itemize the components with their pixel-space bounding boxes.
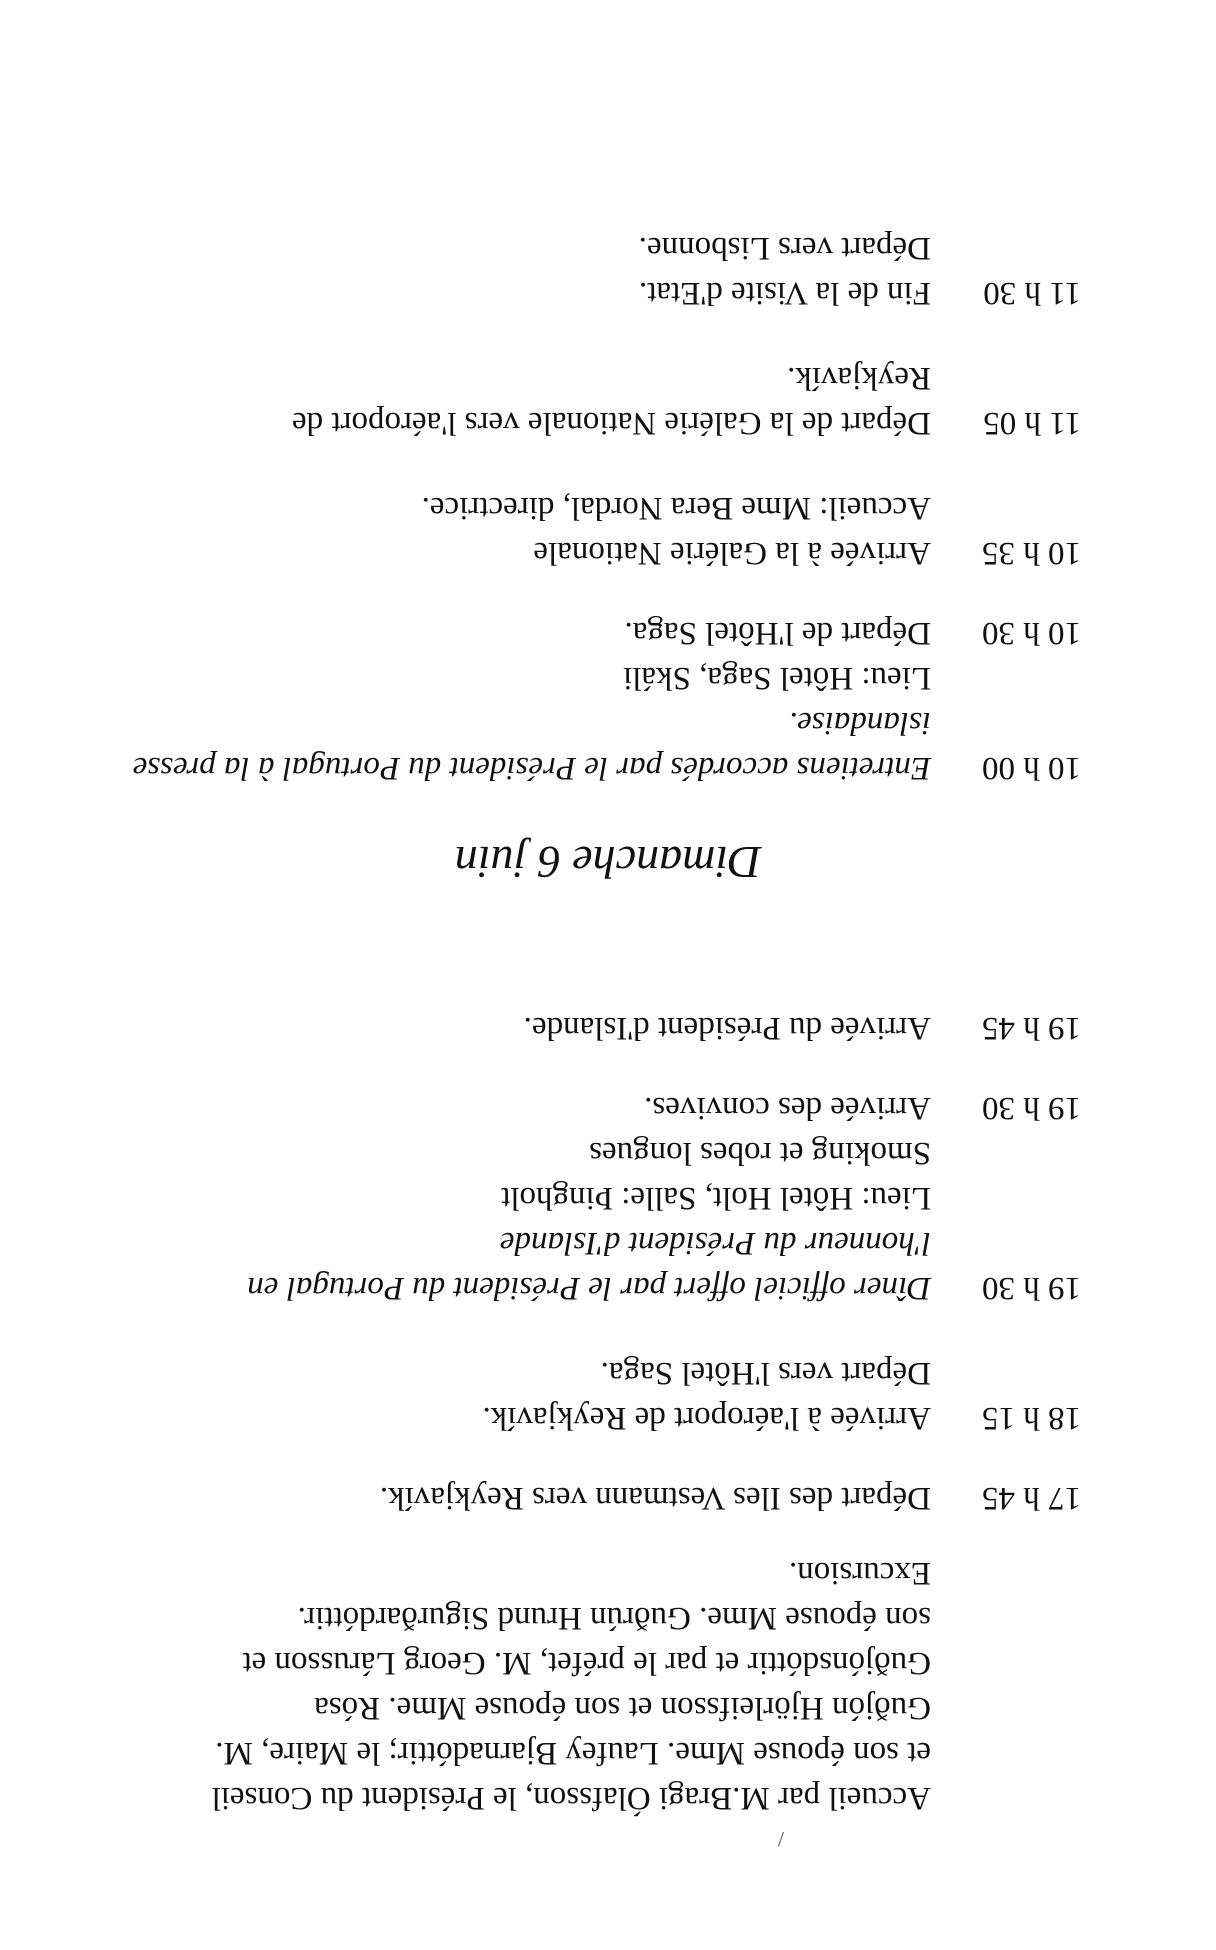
text-line: Guðjónsdóttir et par le préfet, M. Georg Lárusson et [242, 1645, 931, 1681]
entry-body [81, 225, 931, 315]
entry-time: 19 h 45 [982, 1010, 1081, 1046]
text-line: Fin de la Visite d'Etat. [638, 275, 931, 311]
text-line: Excursion. [788, 1555, 931, 1591]
italic-line: l'honneur du Président d'Islande [499, 1225, 931, 1261]
text-line: Guðjón Hjörleifsson et son épouse Mme. Rósa [314, 1690, 931, 1726]
text-line: Accueil: Mme Bera Nordal, directrice. [421, 490, 931, 526]
text-line: Arrivée à l'aéroport de Reykjavík. [482, 1400, 931, 1436]
text-line: Départ des Iles Vestmann vers Reykjavík. [379, 1480, 931, 1516]
text-line: Lieu: Hôtel Saga, Skáli [623, 660, 931, 696]
text-line: Arrivée à la Galérie Nationale [533, 535, 931, 571]
text-line: Arrivée du Président d'Islande. [523, 1010, 931, 1046]
italic-line: islandaise. [788, 705, 931, 741]
text-line: son épouse Mme. Guðrún Hrund Sigurðardóttir. [297, 1600, 931, 1636]
text-line: Départ de l'Hôtel Saga. [624, 615, 931, 651]
text-line: Lieu: Hôtel Holt, Salle: Þingholt [501, 1180, 931, 1216]
text-line: Départ vers Lisbonne. [638, 230, 931, 266]
entry-body [81, 1475, 931, 1520]
entry-time: 11 h 30 [983, 275, 1081, 311]
entry-body [81, 1005, 931, 1050]
entry-time: 19 h 30 [982, 1270, 1081, 1306]
text-line: et son épouse Mme. Laufey Bjarnadóttir; le Maire, M. [215, 1735, 931, 1771]
day-heading: Dimanche 6 juin [454, 837, 762, 888]
entry-body [81, 1550, 931, 1820]
text-line: Départ de la Galérie Nationale vers l'aéroport de [291, 405, 931, 441]
italic-line: Dîner officiel offert par le Président du Portugal en [247, 1270, 931, 1306]
entry-body [81, 1085, 931, 1130]
entry-time: 18 h 15 [982, 1400, 1081, 1436]
text-line: Reykjavík. [787, 360, 931, 396]
entry-time: 10 h 00 [982, 750, 1081, 786]
text-line: Smoking et robes longues [589, 1135, 931, 1171]
entry-time: 10 h 30 [982, 615, 1081, 651]
entry-body [81, 355, 931, 445]
entry-body [81, 1350, 931, 1440]
entry-time: 10 h 35 [982, 535, 1081, 571]
italic-line: Entretiens accordés par le Président du Portugal à la presse [132, 750, 931, 786]
entry-body [81, 485, 931, 575]
entry-time: 11 h 05 [983, 405, 1081, 441]
text-line: Accueil par M.Bragi Ólafsson, le Président du Conseil [211, 1780, 931, 1816]
entry-body [81, 610, 931, 655]
entry-time: 19 h 30 [982, 1090, 1081, 1126]
text-line: Départ vers l'Hôtel Saga. [600, 1355, 931, 1391]
entry-body [81, 1130, 931, 1310]
stray-mark: / [777, 1827, 784, 1852]
entry-time: 17 h 45 [982, 1480, 1081, 1516]
text-line: Arrivée des convives. [644, 1090, 931, 1126]
entry-body [81, 655, 931, 790]
